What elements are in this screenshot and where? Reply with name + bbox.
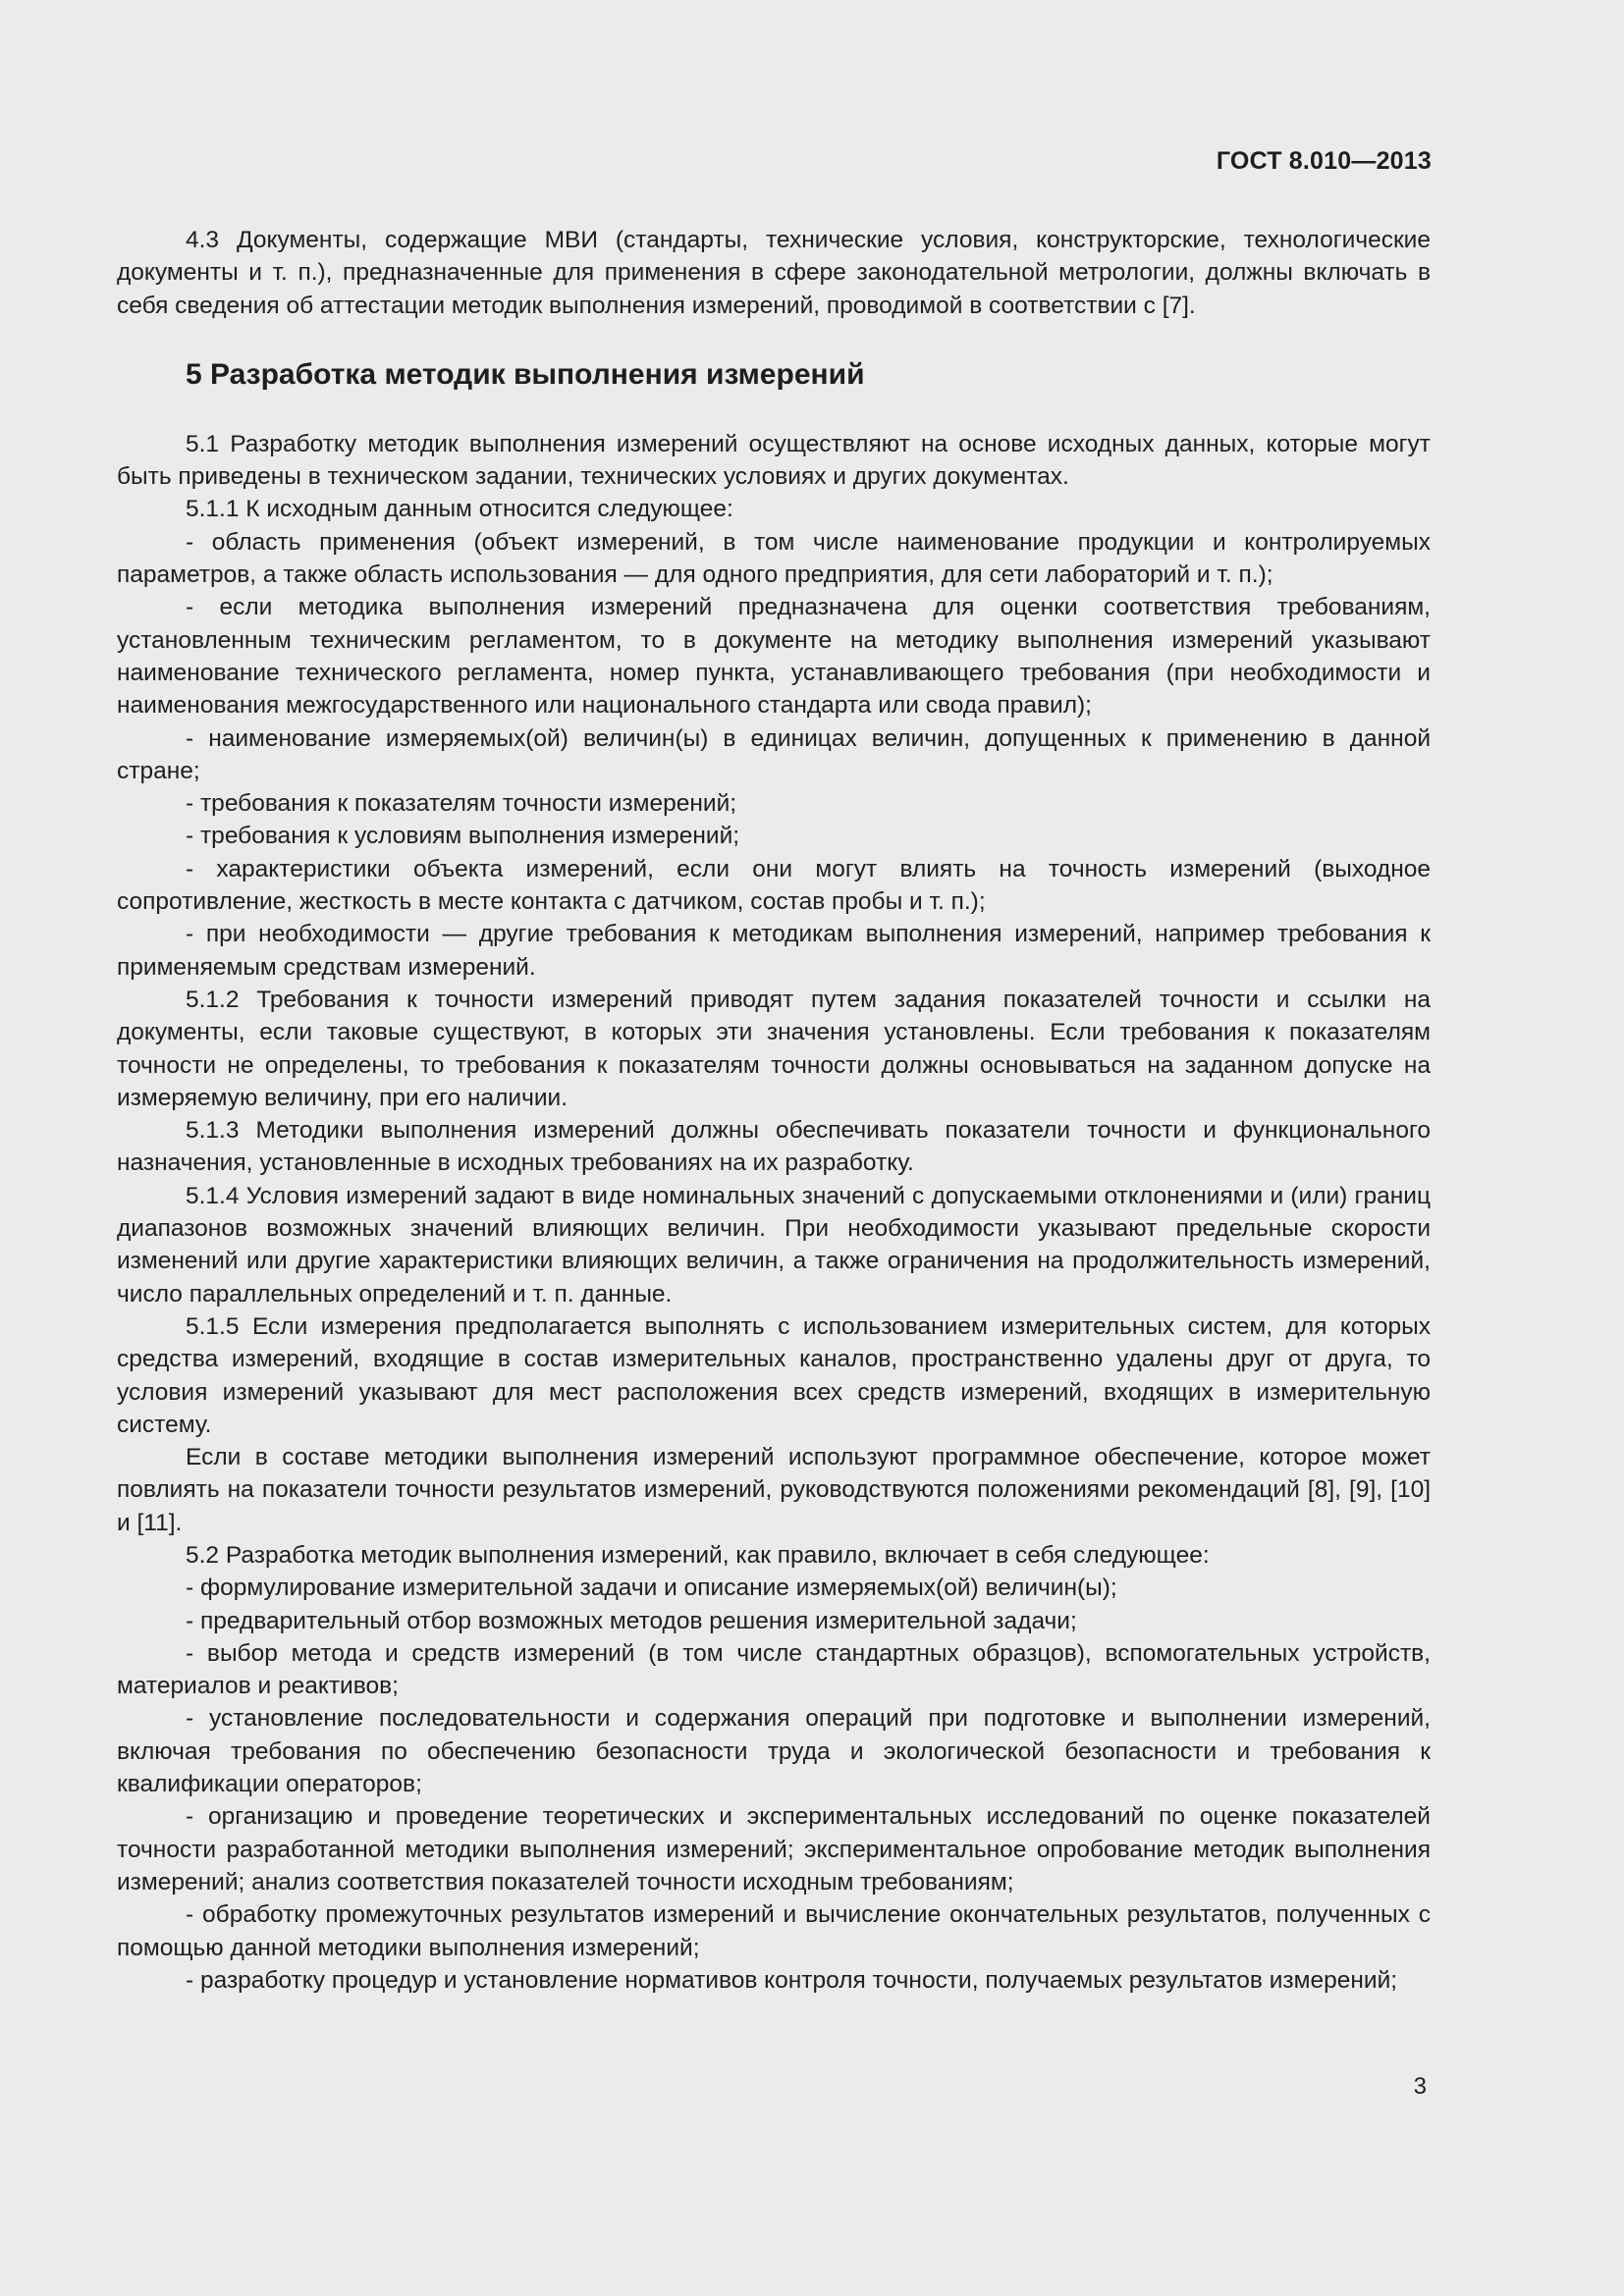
paragraph-4-3: 4.3 Документы, содержащие МВИ (стандарты, технические условия, конструкторские, технологические документы и т. п.), предназначенные для применения в сфере законодательной метрологии, должны включать в себя сведения об аттестации методик выполнения измерений, проводимой в соответствии с [7].: [117, 227, 1431, 319]
paragraph-5-1-4: 5.1.4 Условия измерений задают в виде номинальных значений с допускаемыми отклонениями и (или) границ диапазонов возможных значений влияющих величин. При необходимости указывают предельные скорости изменений или другие характеристики влияющих величин, а также ограничения на продолжительность измерений, число параллельных определений и т. п. данные.: [117, 1182, 1431, 1308]
paragraph-5-1-2: 5.1.2 Требования к точности измерений приводят путем задания показателей точности и ссылки на документы, если таковые существуют, в которых эти значения установлены. Если требования к показателям точности не определены, то требования к показателям точности должны основываться на заданном допуске на измеряемую величину, при его наличии.: [117, 986, 1431, 1111]
paragraph-5-1: 5.1 Разработку методик выполнения измерений осуществляют на основе исходных данных, которые могут быть приведены в техническом задании, технических условиях и других документах.: [117, 430, 1431, 491]
list-item: - наименование измеряемых(ой) величин(ы) в единицах величин, допущенных к применению в данной стране;: [117, 724, 1431, 784]
list-item: - при необходимости — другие требования к методикам выполнения измерений, например требования к применяемым средствам измерений.: [117, 921, 1431, 981]
paragraph-5-1-5: 5.1.5 Если измерения предполагается выполнять с использованием измерительных систем, для которых средства измерений, входящие в состав измерительных каналов, пространственно удалены друг от друга, то условия измерений указывают для мест расположения всех средств измерений, входящих в измерительную систему.: [117, 1312, 1431, 1438]
list-item: - требования к показателям точности измерений;: [186, 790, 737, 818]
list-item: - организацию и проведение теоретических и экспериментальных исследований по оценке показателей точности разработанной методики выполнения измерений; экспериментальное опробование методик выполнения измерений; анализ соответствия показателей точности исходным требованиям;: [117, 1803, 1431, 1896]
paragraph-5-2: 5.2 Разработка методик выполнения измерений, как правило, включает в себя следующее:: [186, 1541, 1210, 1569]
list-item: - характеристики объекта измерений, если они могут влиять на точность измерений (выходное сопротивление, жесткость в месте контакта с датчиком, состав пробы и т. п.);: [117, 855, 1431, 916]
list-item: - требования к условиям выполнения измерений;: [186, 823, 740, 850]
list-item: - если методика выполнения измерений предназначена для оценки соответствия требованиям, установленным техническим регламентом, то в документе на методику выполнения измерений указывают наименование технического регламента, номер пункта, устанавливающего требования (при необходимости и наименования межгосударственного или национального стандарта или свода правил);: [117, 594, 1431, 720]
list-item: - формулирование измерительной задачи и описание измеряемых(ой) величин(ы);: [186, 1575, 1117, 1602]
list-item: - разработку процедур и установление нормативов контроля точности, получаемых результатов измерений;: [186, 1966, 1398, 1994]
list-item: - установление последовательности и содержания операций при подготовке и выполнении измерений, включая требования по обеспечению безопасности труда и экологической безопасности и требования к квалификации операторов;: [117, 1705, 1431, 1798]
list-item: - область применения (объект измерений, в том числе наименование продукции и контролируемых параметров, а также область использования — для одного предприятия, для сети лабораторий и т. п.);: [117, 528, 1431, 589]
paragraph-5-1-1: 5.1.1 К исходным данным относится следующее:: [186, 496, 733, 523]
paragraph-5-1-3: 5.1.3 Методики выполнения измерений должны обеспечивать показатели точности и функционального назначения, установленные в исходных требованиях на их разработку.: [117, 1117, 1431, 1177]
list-item: - обработку промежуточных результатов измерений и вычисление окончательных результатов, полученных с помощью данной методики выполнения измерений;: [117, 1901, 1431, 1961]
section-5-heading: 5 Разработка методик выполнения измерений: [186, 357, 865, 391]
list-item: - предварительный отбор возможных методов решения измерительной задачи;: [186, 1607, 1077, 1634]
document-code-header: ГОСТ 8.010—2013: [1216, 147, 1432, 175]
page-number: 3: [1413, 2073, 1427, 2100]
document-body: [117, 224, 1431, 1997]
paragraph-software-note: Если в составе методики выполнения измерений используют программное обеспечение, которое может повлиять на показатели точности результатов измерений, руководствуются положениями рекомендаций [8], [9], [10] и [11].: [117, 1444, 1431, 1536]
list-item: - выбор метода и средств измерений (в том числе стандартных образцов), вспомогательных устройств, материалов и реактивов;: [117, 1639, 1431, 1700]
